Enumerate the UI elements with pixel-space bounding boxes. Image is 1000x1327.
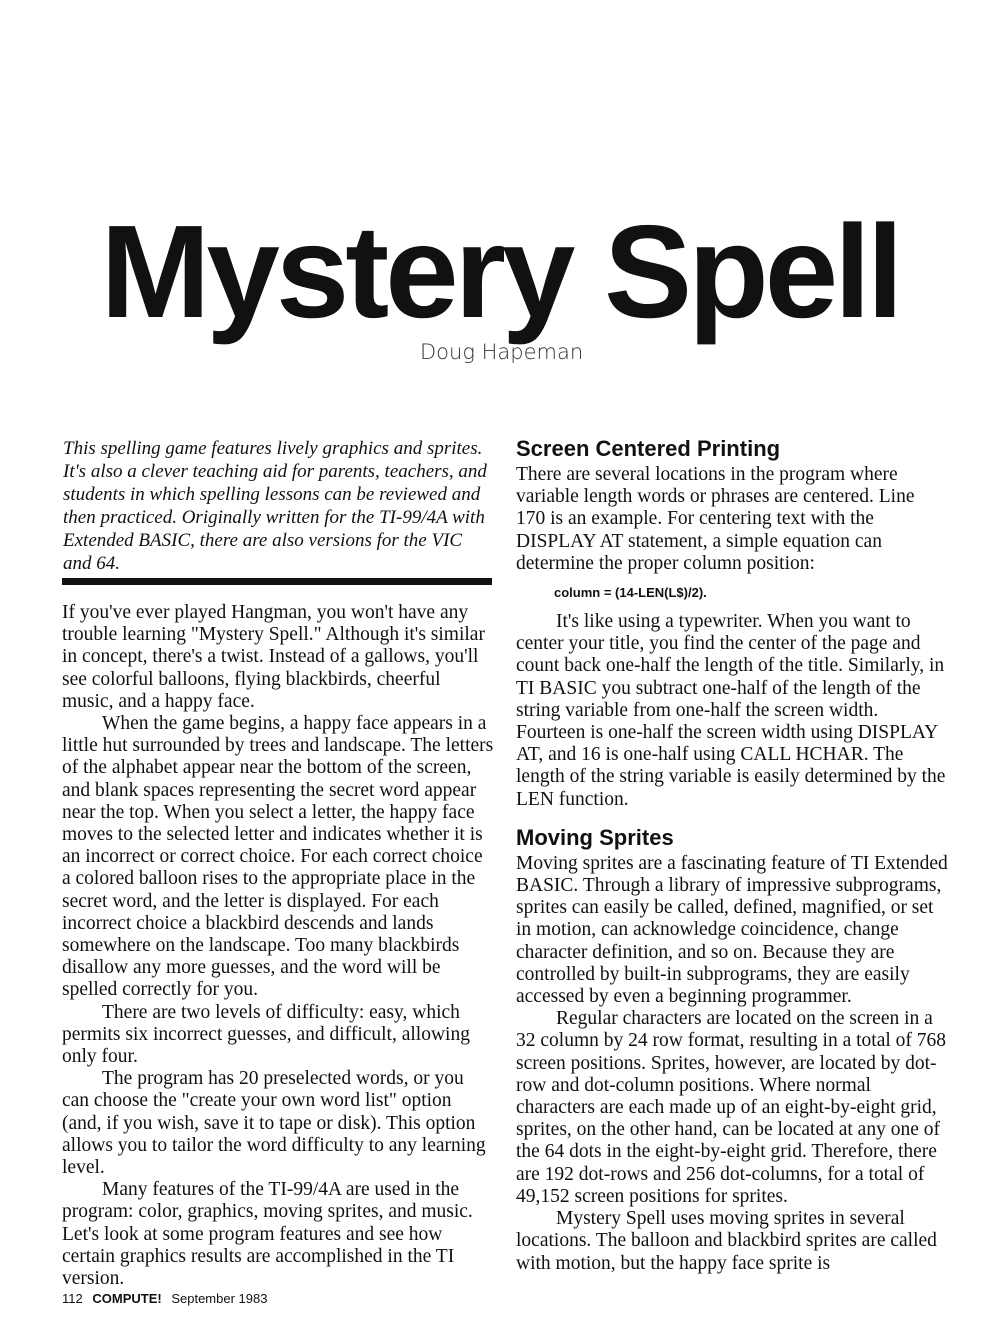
intro-blurb [63,437,491,575]
body-paragraph: If you've ever played Hangman, you won't have any trouble learning "Mystery Spell." Although it's similar in concept, there's a twist. Instead of a gallows, you'll see colorful balloons, flying blackbirds, cheerful music, and a happy face. [62,602,485,712]
body-paragraph: Mystery Spell uses moving sprites in several locations. The balloon and blackbird sprites are called with motion, but the happy face sprite is [516,1208,937,1274]
body-paragraph: There are two levels of difficulty: easy, which permits six incorrect guesses, and difficult, allowing only four. [62,1001,470,1068]
body-paragraph: The program has 20 preselected words, or you can choose the "create your own word list" option (and, if you wish, save it to tape or disk). This option allows you to tailor the word difficulty to any learning level. [62,1068,486,1179]
body-paragraph: There are several locations in the program where variable length words or phrases are centered. Line 170 is an example. For centering text with the DISPLAY AT statement, a simple equation can determine the proper column position: [516,464,915,574]
body-paragraph: Many features of the TI-99/4A are used in the program: color, graphics, moving sprites, and music. Let's look at some program features and see how certain graphics results are accomplished in the TI version. [62,1179,473,1290]
body-paragraph: It's like using a typewriter. When you want to center your title, you find the center of the page and count back one-half the length of the title. Similarly, in TI BASIC you subtract one-half of the length of the string variable from one-half the screen width. Fourteen is one-half the screen width using DISPLAY AT, and 16 is one-half using CALL HCHAR. The length of the string variable is easily determined by the LEN function. [516,611,946,810]
section-heading-moving-sprites: Moving Sprites [516,824,674,850]
formula-line: column = (14-LEN(L$)/2). [554,585,707,601]
section-heading-centered-printing: Screen Centered Printing [516,436,781,461]
article-title: Mystery Spell [100,198,900,346]
body-paragraph: Moving sprites are a fascinating feature of TI Extended BASIC. Through a library of impressive subprograms, sprites can easily be called, defined, magnified, or set in motion, can acknowledge coincidence, change character definition, and so on. Because they are controlled by built-in subprograms, they are easily accessed by even a beginning programmer. [516,852,948,1008]
issue-date: September 1983 [171,1291,268,1306]
page-footer [62,1291,267,1306]
body-paragraph: Regular characters are located on the screen in a 32 column by 24 row format, resulting in a total of 768 screen positions. Sprites, however, are located by dot-row and dot-column positions. Where normal characters are each made up of an eight-by-eight grid, sprites, on the other hand, can be located at any one of the 64 dots in the eight-by-eight grid. Therefore, there are 192 dot-rows and 256 dot-columns, for a total of 49,152 screen positions for sprites. [516,1008,947,1207]
right-column [516,434,948,1275]
intro-text: This spelling game features lively graphics and sprites. It's also a clever teaching aid for parents, teachers, and students in which spelling lessons can be reviewed and then practiced. Originally written for the TI-99/4A with Extended BASIC, there are also versions for the VIC and 64. [63,438,487,574]
body-paragraph: When the game begins, a happy face appears in a little hut surrounded by trees and landscape. The letters of the alphabet appear near the bottom of the screen, and blank spaces representing the secret word appear near the top. When you select a letter, the happy face moves to the selected letter and indicates whether it is an incorrect or correct choice. For each correct choice a colored balloon rises to the appropriate place in the secret word, and the letter is displayed. For each incorrect choice a blackbird descends and lands somewhere on the landscape. Too many blackbirds disallow any more guesses, and the word will be spelled correctly for you. [62,713,494,1001]
left-column [62,602,494,1290]
author-byline: Doug Hapeman [420,340,584,364]
page-number: 112 [62,1291,83,1306]
divider-rule [62,578,492,585]
magazine-name: COMPUTE! [92,1291,162,1306]
